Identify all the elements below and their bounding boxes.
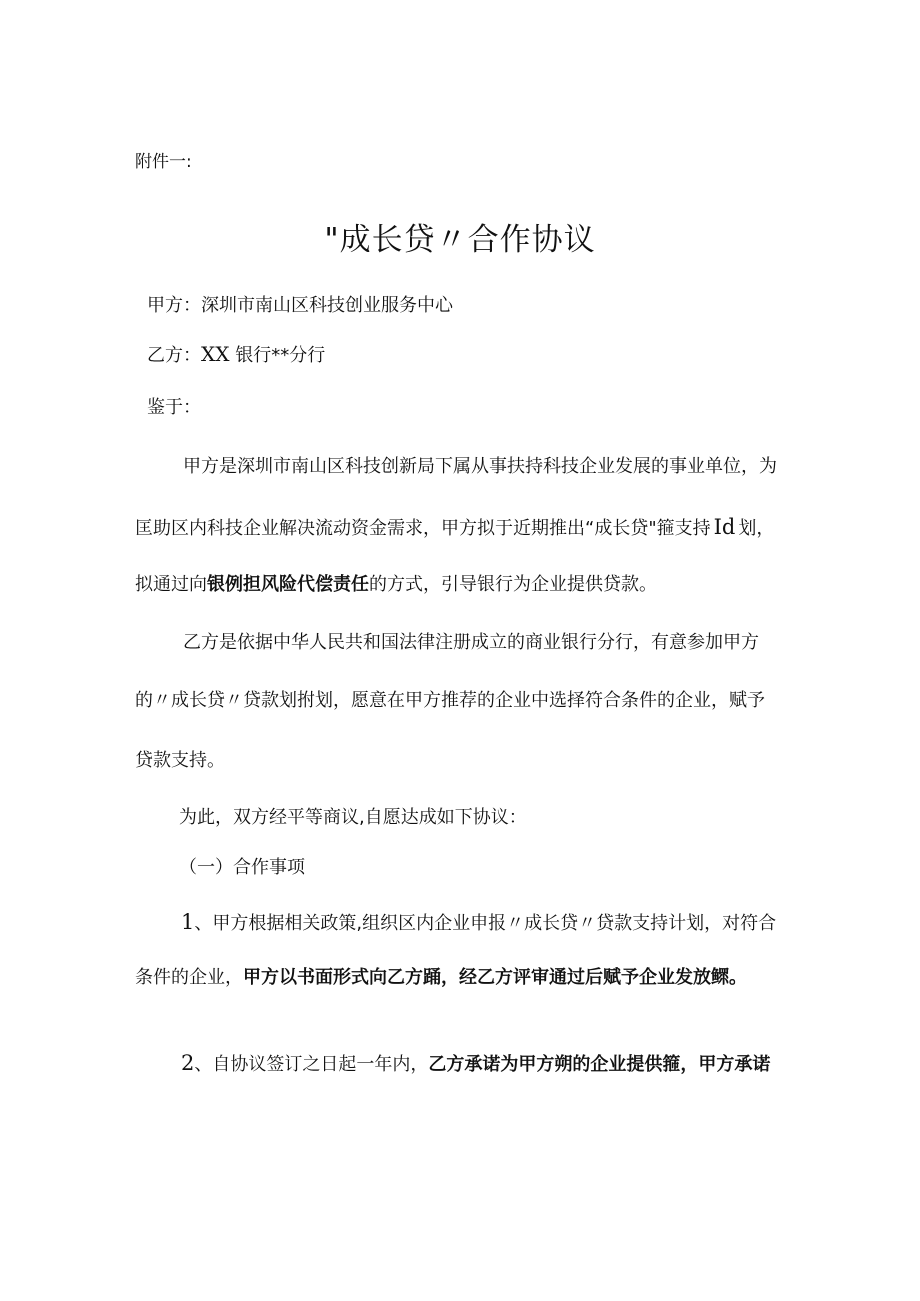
item2-line1-a: 、自协议签订之日起一年内， bbox=[194, 1054, 429, 1075]
item1-line1-text: 、甲方根据相关政策,组织区内企业申报〃成长贷〃贷款支持计划，对符合 bbox=[194, 913, 777, 934]
party-b-xx: XX bbox=[201, 342, 230, 366]
item1-line2 bbox=[135, 966, 747, 990]
para1-line1: 甲方是深圳市南山区科技创新局下属从事扶持科技企业发展的事业单位，为 bbox=[183, 456, 777, 477]
para1-line3-a: 拟通过向 bbox=[135, 574, 207, 595]
para1-line3 bbox=[135, 573, 657, 597]
party-b-rest: 银行**分行 bbox=[229, 345, 326, 366]
para1-line3-b: 的方式，引导银行为企业提供贷款。 bbox=[369, 574, 657, 595]
item1-line2-bold: 甲方以书面形式向乙方踊，经乙方评审通过后赋予企业发放鳏。 bbox=[243, 967, 747, 988]
para1-line2-id: Id bbox=[713, 515, 736, 539]
para1-line2-a: 匡助区内科技企业解决流动资金需求，甲方拟于近期推出“成长贷"箍支持 bbox=[135, 518, 711, 539]
item1-line2-a: 条件的企业， bbox=[135, 967, 243, 988]
section1-heading: （一）合作事项 bbox=[179, 857, 305, 878]
document-title: "成长贷〃合作协议 bbox=[324, 222, 596, 258]
para1-line3-bold: 银例担风险代偿责任 bbox=[207, 574, 369, 595]
para2-line3: 贷款支持。 bbox=[135, 750, 225, 771]
para2-line2: 的〃成长贷〃贷款划拊划，愿意在甲方推荐的企业中选择符合条件的企业，赋予 bbox=[135, 690, 765, 711]
party-a-line: 甲方：深圳市南山区科技创业服务中心 bbox=[147, 295, 453, 316]
para2-line1: 乙方是依据中华人民共和国法律注册成立的商业银行分行，有意参加甲方 bbox=[183, 632, 759, 653]
attachment-label: 附件一: bbox=[135, 152, 192, 172]
whereas-label: 鉴于： bbox=[147, 397, 201, 418]
para1-line2 bbox=[135, 515, 774, 541]
para3: 为此，双方经平等商议,自愿达成如下协议： bbox=[179, 807, 527, 828]
item1-line1 bbox=[181, 910, 776, 936]
party-b-line bbox=[147, 342, 325, 368]
item1-number: 1 bbox=[181, 910, 195, 934]
para1-line2-b: 划， bbox=[738, 518, 775, 539]
party-b-prefix: 乙方： bbox=[147, 345, 201, 366]
item2-line1 bbox=[181, 1051, 770, 1077]
item2-line1-bold: 乙方承诺为甲方朔的企业提供箍，甲方承诺 bbox=[428, 1054, 771, 1075]
item2-number: 2 bbox=[181, 1051, 195, 1075]
